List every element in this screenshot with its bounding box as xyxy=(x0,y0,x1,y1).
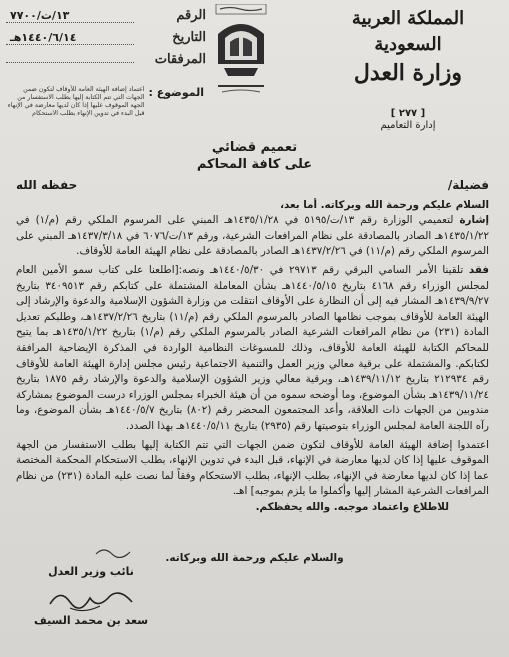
paragraph-royal-order-text: تلقينا الأمر السامي البرقي رقم ٢٩٧١٣ في ١٤٤٠/٥/٣٠هـ ونصه:[اطلعنا على كتاب سمو الأمين العام لمجلس الوزراء رقم ٤١٦٨ بتاريخ ١٤٤٠/٥/١٥هـ بشأن المعاملة المشتملة على كتابكم رقم ٣٤٠٩٥١٣ بتاريخ ١٤٣٩/٩/٢٧هـ المشار فيه إلى أن النظارة على الأوقاف انتقلت من وزارة الشؤون الإسلامية والدعوة والإرشاد إلى الهيئة العامة للأوقاف بموجب نظامها الصادر بالمرسوم الملكي رقم (م/١١) بتاريخ ١٤٣٧/٢/٢٦هـ، وطلبكم تعديل المادة (٢٣١) من نظام المرافعات الشرعية الصادر بالمرسوم الملكي رقم (م/١) بتاريخ ١٤٣٥/١/٢٢هـ بما يتيح للمحاكم الكتابة للهيئة العامة للأوقاف، وذلك للمسوغات النظامية الواردة في المذكرة الإيضاحية المرافقة لكتابكم. والمشتملة على برقية معالي وزير العمل والتنمية الاجتماعية رئيس مجلس إدارة الهيئة العامة للأوقاف رقم ٢١٢٩٣٤ بتاريخ ١٤٣٩/١١/١٢هـ، وبرقية معالي وزير الشؤون الإسلامية والدعوة والإرشاد رقم ١٨٧٥ بتاريخ ١٤٣٩/١١/٢٤هـ بشأن الموضوع، وما أوضحه سموه من أن هيئة الخبراء بمجلس الوزراء درست الموضوع بمشاركة مندوبين من الجهات ذات العلاقة، وأعد المجتمعون المحضر رقم (٨٠٢) بتاريخ ١٤٤٠/٥/٧هـ بشأن الموضوع، وما رآه اللجنة العامة لمجلس الوزراء بتوصيتها رقم (٢٩٣٥) بتاريخ ١٤٤٠/٥/١١هـ بهذا الصدد. xyxy=(16,263,489,432)
circular-serial: [ ٢٧٧ ] xyxy=(390,108,426,119)
department-name: إدارة التعاميم xyxy=(380,120,436,131)
subject-label: الموضوع : xyxy=(148,86,204,99)
signatory-name: سعد بن محمد السيف xyxy=(33,614,149,627)
reference-number-row xyxy=(6,8,206,30)
letter-body xyxy=(16,178,489,515)
paragraph-reference-text: لتعميمي الوزارة رقم ١٣/ت/٥١٩٥ في ١٤٣٥/١/٢٨هـ المبني على المرسوم الملكي رقم (م/١) في ١٤٣٥/١/٢٢هـ الصادر بالمصادقة على نظام المرافعات الشرعية، ورقم ١٣/ت/٦٠٧٦ في ١٤٣٧/٣/١٨هـ المبني على المرسوم الملكي رقم (م/١١) في ١٤٣٧/٢/٢٦هـ الصادر بالمصادقة على نظام الهيئة العامة للأوقاف. xyxy=(16,214,489,258)
paragraph-instruction: للاطلاع واعتماد موجبه. والله يحفظكم. xyxy=(255,500,449,513)
salutation-row xyxy=(16,178,489,194)
signatory-title: نائب وزير العدل xyxy=(48,565,134,578)
attachments-value xyxy=(6,62,134,63)
initials-mark-icon xyxy=(94,546,134,558)
date-label: التاريخ xyxy=(172,30,206,45)
ministry-emblem-icon xyxy=(210,4,272,100)
salutation-blessing: حفظه الله xyxy=(16,178,78,192)
paragraph-reference-lead: إشارة xyxy=(459,214,489,227)
attachments-label: المرفقات xyxy=(154,52,206,67)
paragraph-royal-order xyxy=(16,263,489,435)
subject-block xyxy=(4,86,204,118)
letterhead-government xyxy=(323,6,493,131)
number-value: ١٣/ت/٧٧٠٠ xyxy=(6,9,134,23)
number-label: الرقم xyxy=(176,8,206,23)
paragraph-royal-order-lead: فقد xyxy=(468,263,489,276)
attachments-row xyxy=(6,52,206,74)
reference-date-row xyxy=(6,30,206,52)
document-subtitle: على كافة المحاكم xyxy=(196,157,313,172)
ministry-name: وزارة العدل xyxy=(353,60,463,86)
paragraph-decision: اعتمدوا إضافة الهيئة العامة للأوقاف لتكون ضمن الجهات التي تتم الكتابة إليها بطلب الاستفسار من الجهة الموقوف عليها إذا كان لديها معارضة في الإنهاء، قبل البدء في تدوين الإنهاء، بطلب الاستحكام المحكمة المختصة عما إذا كان لديها معارضة في الإنهاء، بطلب الإنهاء، بطلب الاستحكام وفقاً لما نصت عليه المادة (٢٣١) من نظام المرافعات الشرعية المشار إليها وأكملوا ما يلزم بموجبه] اهـ. xyxy=(16,438,489,498)
paragraph-reference xyxy=(16,213,489,260)
subject-text: اعتماد إضافة الهيئة العامة للأوقاف لتكون ضمن الجهات التي تتم الكتابة إليها بطلب الاستفسار من الجهة الموقوف عليها إذا كان لديها معارضة في الإنهاء قبل البدء في تدوين الإنهاء بطلب الاستحكام xyxy=(7,86,145,117)
salutation-addressee: فضيلة/ xyxy=(447,178,489,192)
document-title: تعميم قضائي xyxy=(211,140,298,155)
handwritten-signature-icon xyxy=(40,584,150,616)
closing-line: والسلام عليكم ورحمة الله وبركاته. xyxy=(165,552,344,564)
reference-block xyxy=(6,8,206,74)
date-value: ١٤٤٠/٦/١٤هـ xyxy=(6,31,134,45)
greeting: السلام عليكم ورحمة الله وبركاته. أما بعد، xyxy=(280,198,489,211)
kingdom-name: المملكة العربية السعودية xyxy=(351,8,465,55)
